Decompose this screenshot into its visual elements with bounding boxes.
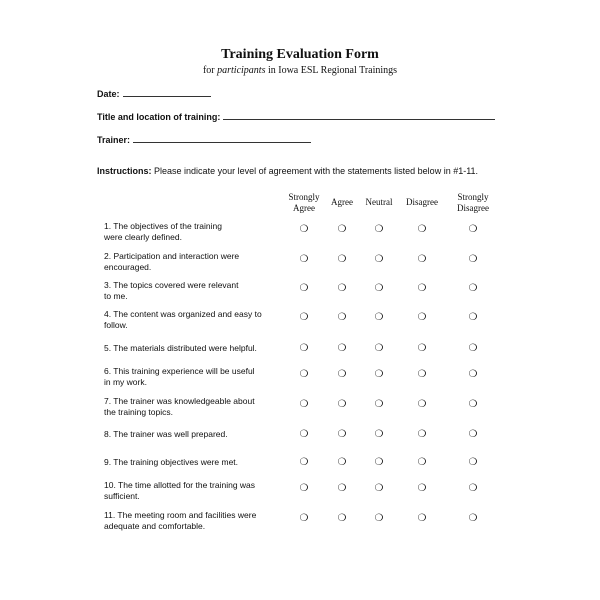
question-line2: in my work. (104, 377, 147, 387)
col-strongly-disagree (457, 192, 489, 214)
radio-disagree-q11[interactable]: ❍ (417, 513, 427, 524)
radio-strongly-disagree-q9[interactable]: ❍ (468, 457, 478, 468)
col-strongly-disagree-line2: Disagree (457, 203, 489, 213)
radio-disagree-q9[interactable]: ❍ (417, 457, 427, 468)
radio-disagree-q3[interactable]: ❍ (417, 283, 427, 294)
date-field (97, 88, 211, 99)
question-line2: adequate and comfortable. (104, 521, 206, 531)
question-line1: 8. The trainer was well prepared. (104, 429, 228, 439)
radio-disagree-q5[interactable]: ❍ (417, 343, 427, 354)
trainer-field (97, 134, 311, 145)
col-strongly-agree (288, 192, 319, 214)
question-line1: 2. Participation and interaction were (104, 251, 240, 261)
col-agree-label: Agree (331, 197, 353, 207)
trainer-label: Trainer: (97, 135, 131, 145)
question-text (104, 429, 279, 440)
radio-neutral-q9[interactable]: ❍ (374, 457, 384, 468)
radio-agree-q10[interactable]: ❍ (337, 483, 347, 494)
radio-agree-q11[interactable]: ❍ (337, 513, 347, 524)
radio-strongly-agree-q1[interactable]: ❍ (299, 224, 309, 235)
question-line1: 7. The trainer was knowledgeable about (104, 396, 255, 406)
col-agree (331, 197, 353, 208)
radio-strongly-agree-q11[interactable]: ❍ (299, 513, 309, 524)
radio-disagree-q7[interactable]: ❍ (417, 399, 427, 410)
radio-strongly-disagree-q6[interactable]: ❍ (468, 369, 478, 380)
question-line2: were clearly defined. (104, 232, 182, 242)
radio-strongly-agree-q2[interactable]: ❍ (299, 254, 309, 265)
radio-strongly-agree-q4[interactable]: ❍ (299, 312, 309, 323)
instructions (97, 166, 478, 176)
date-label: Date: (97, 89, 120, 99)
question-line2: the training topics. (104, 407, 173, 417)
radio-strongly-agree-q5[interactable]: ❍ (299, 343, 309, 354)
radio-disagree-q6[interactable]: ❍ (417, 369, 427, 380)
radio-neutral-q11[interactable]: ❍ (374, 513, 384, 524)
radio-agree-q8[interactable]: ❍ (337, 429, 347, 440)
radio-strongly-agree-q8[interactable]: ❍ (299, 429, 309, 440)
radio-neutral-q2[interactable]: ❍ (374, 254, 384, 265)
radio-neutral-q1[interactable]: ❍ (374, 224, 384, 235)
radio-neutral-q8[interactable]: ❍ (374, 429, 384, 440)
radio-neutral-q6[interactable]: ❍ (374, 369, 384, 380)
question-line1: 5. The materials distributed were helpful. (104, 343, 257, 353)
col-neutral-label: Neutral (365, 197, 393, 207)
question-line1: 10. The time allotted for the training was (104, 480, 256, 490)
question-text (104, 251, 279, 273)
col-strongly-agree-line2: Agree (292, 203, 315, 213)
question-text (104, 343, 279, 354)
question-text (104, 396, 279, 418)
title-location-label: Title and location of training: (97, 112, 221, 122)
radio-agree-q6[interactable]: ❍ (337, 369, 347, 380)
radio-agree-q7[interactable]: ❍ (337, 399, 347, 410)
radio-neutral-q3[interactable]: ❍ (374, 283, 384, 294)
subtitle-italic: participants (217, 65, 266, 76)
date-input-line[interactable] (123, 88, 211, 97)
radio-neutral-q10[interactable]: ❍ (374, 483, 384, 494)
subtitle-prefix: for (202, 65, 215, 76)
question-text (104, 309, 279, 331)
col-strongly-disagree-line1: Strongly (457, 192, 489, 202)
radio-neutral-q7[interactable]: ❍ (374, 399, 384, 410)
form-title: Training Evaluation Form (221, 47, 379, 62)
col-neutral (366, 197, 393, 208)
radio-strongly-disagree-q7[interactable]: ❍ (468, 399, 478, 410)
radio-agree-q9[interactable]: ❍ (337, 457, 347, 468)
radio-strongly-disagree-q8[interactable]: ❍ (468, 429, 478, 440)
radio-agree-q2[interactable]: ❍ (337, 254, 347, 265)
radio-strongly-disagree-q3[interactable]: ❍ (468, 283, 478, 294)
question-line1: 6. This training experience will be useful (104, 366, 255, 376)
question-line2: sufficient. (104, 491, 140, 501)
question-text (104, 510, 279, 532)
radio-strongly-agree-q7[interactable]: ❍ (299, 399, 309, 410)
form-subtitle (0, 65, 600, 76)
radio-strongly-agree-q3[interactable]: ❍ (299, 283, 309, 294)
radio-disagree-q2[interactable]: ❍ (417, 254, 427, 265)
question-line1: 11. The meeting room and facilities were (104, 510, 257, 520)
question-text (104, 221, 279, 243)
subtitle-suffix: in Iowa ESL Regional Trainings (267, 65, 398, 76)
radio-agree-q1[interactable]: ❍ (337, 224, 347, 235)
radio-disagree-q10[interactable]: ❍ (417, 483, 427, 494)
radio-strongly-agree-q9[interactable]: ❍ (299, 457, 309, 468)
radio-strongly-agree-q6[interactable]: ❍ (299, 369, 309, 380)
radio-agree-q4[interactable]: ❍ (337, 312, 347, 323)
radio-disagree-q4[interactable]: ❍ (417, 312, 427, 323)
title-location-input-line[interactable] (223, 111, 495, 120)
radio-strongly-disagree-q5[interactable]: ❍ (468, 343, 478, 354)
question-text (104, 280, 279, 302)
radio-neutral-q4[interactable]: ❍ (374, 312, 384, 323)
radio-strongly-disagree-q10[interactable]: ❍ (468, 483, 478, 494)
instructions-text: Please indicate your level of agreement with the statements listed below in #1-11. (154, 166, 479, 176)
instructions-label: Instructions: (97, 166, 152, 176)
trainer-input-line[interactable] (133, 134, 311, 143)
radio-disagree-q8[interactable]: ❍ (417, 429, 427, 440)
col-disagree-label: Disagree (406, 197, 438, 207)
question-text (104, 457, 279, 468)
radio-strongly-agree-q10[interactable]: ❍ (299, 483, 309, 494)
question-line2: encouraged. (104, 262, 152, 272)
radio-strongly-disagree-q1[interactable]: ❍ (468, 224, 478, 235)
question-text (104, 480, 279, 502)
radio-neutral-q5[interactable]: ❍ (374, 343, 384, 354)
col-strongly-agree-line1: Strongly (288, 192, 320, 202)
radio-disagree-q1[interactable]: ❍ (417, 224, 427, 235)
question-text (104, 366, 279, 388)
col-disagree (406, 197, 438, 208)
radio-strongly-disagree-q11[interactable]: ❍ (468, 513, 478, 524)
question-line1: 3. The topics covered were relevant (104, 280, 239, 290)
radio-strongly-disagree-q2[interactable]: ❍ (468, 254, 478, 265)
title-location-field (97, 111, 495, 122)
question-line2: to me. (104, 291, 128, 301)
radio-strongly-disagree-q4[interactable]: ❍ (468, 312, 478, 323)
question-line1: 1. The objectives of the training (104, 221, 222, 231)
question-line1: 4. The content was organized and easy to (104, 309, 262, 319)
question-line1: 9. The training objectives were met. (104, 457, 239, 467)
question-line2: follow. (104, 320, 128, 330)
radio-agree-q5[interactable]: ❍ (337, 343, 347, 354)
radio-agree-q3[interactable]: ❍ (337, 283, 347, 294)
